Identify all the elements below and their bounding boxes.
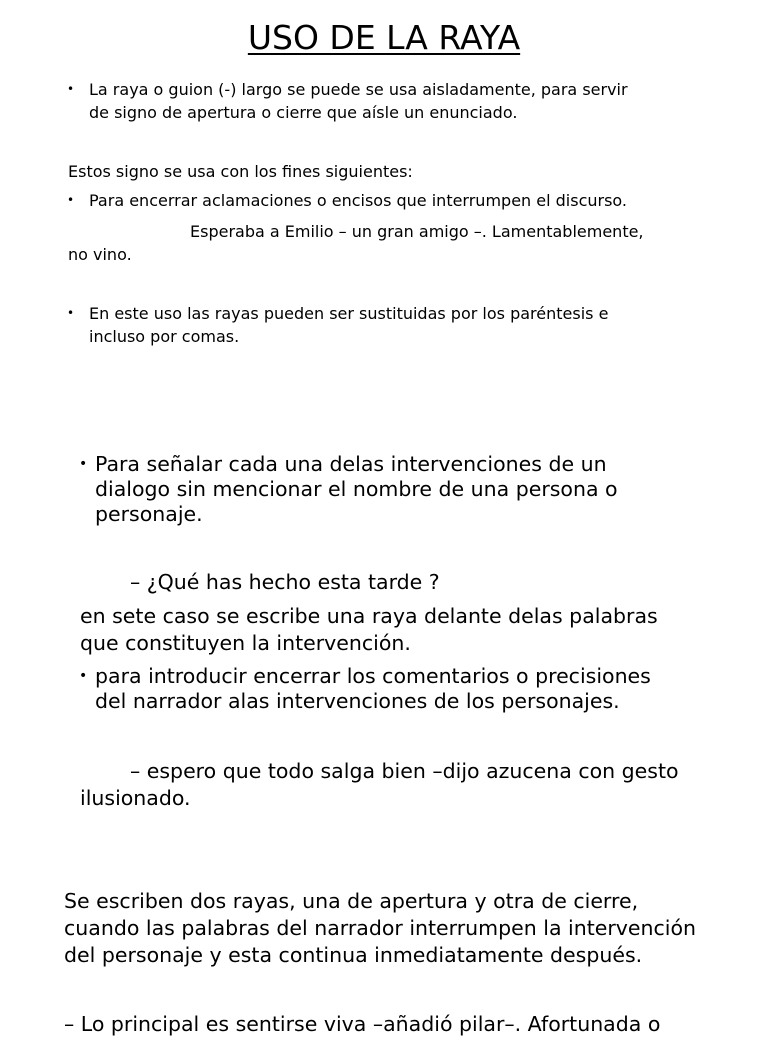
example-que-has-hecho: – ¿Qué has hecho esta tarde ? bbox=[130, 570, 440, 594]
dialogo-line-1: Para señalar cada una delas intervenciones de un bbox=[95, 452, 607, 476]
bullet-marker: • bbox=[79, 456, 88, 472]
example-azucena-line-2: ilusionado. bbox=[80, 786, 191, 810]
uses-intro: Estos signo se usa con los fines siguientes: bbox=[68, 162, 413, 181]
dialogo-line-3: personaje. bbox=[95, 502, 203, 526]
dialogo-line-2: dialogo sin mencionar el nombre de una persona o bbox=[95, 477, 618, 501]
example-emilio-line-1: Esperaba a Emilio – un gran amigo –. Lamentablemente, bbox=[190, 222, 644, 241]
parentesis-line-1: En este uso las rayas pueden ser sustituidas por los paréntesis e bbox=[89, 304, 609, 323]
dos-rayas-line-3: del personaje y esta continua inmediatamente después. bbox=[64, 943, 643, 967]
example-pilar-line-1: – Lo principal es sentirse viva –añadió pilar–. Afortunada o bbox=[64, 1012, 661, 1036]
bullet-marker: • bbox=[67, 306, 75, 320]
bullet-marker: • bbox=[67, 82, 75, 96]
parentesis-line-2: incluso por comas. bbox=[89, 327, 240, 346]
narrador-line-1: para introducir encerrar los comentarios o precisiones bbox=[95, 664, 651, 688]
explanation-line-2: que constituyen la intervención. bbox=[80, 631, 411, 655]
bullet-marker: • bbox=[79, 668, 88, 684]
definition-line-2: de signo de apertura o cierre que aísle un enunciado. bbox=[89, 103, 518, 122]
bullet-marker: • bbox=[67, 193, 75, 207]
explanation-line-1: en sete caso se escribe una raya delante delas palabras bbox=[80, 604, 658, 628]
example-emilio-line-2: no vino. bbox=[68, 245, 132, 264]
narrador-line-2: del narrador alas intervenciones de los personajes. bbox=[95, 689, 620, 713]
dos-rayas-line-1: Se escriben dos rayas, una de apertura y otra de cierre, bbox=[64, 889, 639, 913]
example-azucena-line-1: – espero que todo salga bien –dijo azucena con gesto bbox=[130, 759, 679, 783]
dos-rayas-line-2: cuando las palabras del narrador interrumpen la intervención bbox=[64, 916, 697, 940]
definition-line-1: La raya o guion (-) largo se puede se usa aisladamente, para servir bbox=[89, 80, 628, 99]
aclamaciones-line: Para encerrar aclamaciones o encisos que interrumpen el discurso. bbox=[89, 191, 628, 210]
page-title: USO DE LA RAYA bbox=[247, 18, 521, 57]
